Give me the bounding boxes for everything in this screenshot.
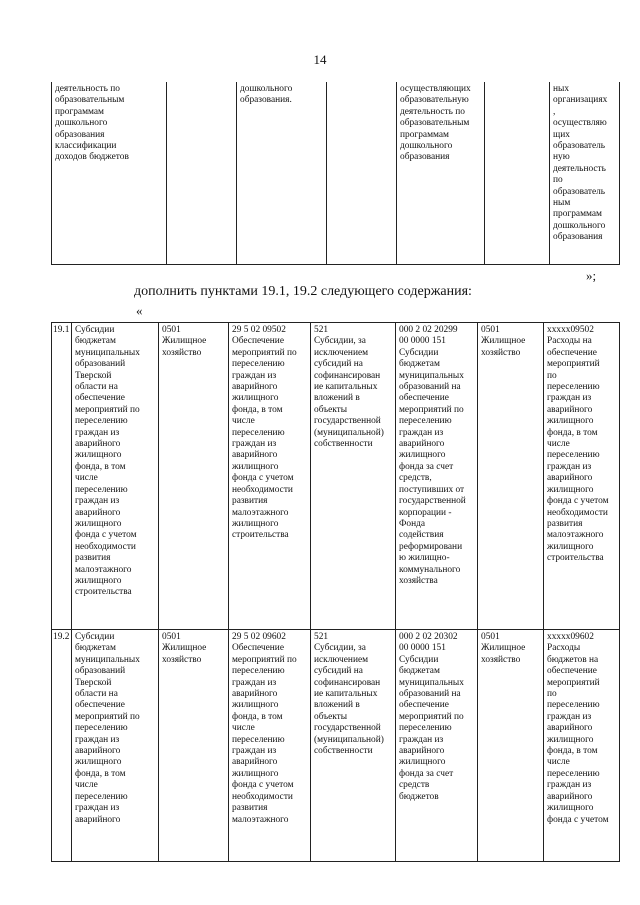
row-section-cell: 0501 Жилищное хозяйство	[159, 323, 229, 630]
top-cell-7: ных организациях , осуществляю щих образователь ную деятельность по образователь ным программам дошкольного образования	[550, 82, 620, 264]
top-cell-3: дошкольного образования.	[237, 82, 327, 264]
top-cell-6	[485, 82, 550, 264]
row-expense-code-cell: xxxxx09602 Расходы бюджетов на обеспечение мероприятий по переселению граждан из аварийного жилищного фонда, в том числе переселению граждан из аварийного жилищного фонда с учетом	[544, 630, 620, 862]
closing-quote: »;	[586, 268, 597, 283]
top-cell-5: осуществляющих образовательную деятельность по образовательным программам дошкольного образования	[397, 82, 485, 264]
top-cell-2	[167, 82, 237, 264]
row-name-cell: Субсидии бюджетам муниципальных образований Тверской области на обеспечение мероприятий по переселению граждан из аварийного жилищного фонда, в том числе переселению граждан из аварийного	[72, 630, 159, 862]
top-table	[51, 82, 620, 265]
row-number: 19.2	[52, 630, 72, 862]
intro-text: дополнить пунктами 19.1, 19.2 следующего содержания:	[134, 284, 472, 299]
main-table	[51, 322, 620, 862]
row-income-code-cell: 000 2 02 20299 00 0000 151 Субсидии бюджетам муниципальных образований на обеспечение мероприятий по переселению граждан из аварийного жилищного фонда за счет средств, поступивших от государственной корпорации - Фонда содействия реформировани ю жилищно- коммунального хозяйства	[396, 323, 478, 630]
row-section2-cell: 0501 Жилищное хозяйство	[478, 630, 544, 862]
row-expense-code-cell: xxxxx09502 Расходы на обеспечение мероприятий по переселению граждан из аварийного жилищного фонда, в том числе переселению граждан из аварийного жилищного фонда с учетом необходимости развития малоэтажного жилищного строительства	[544, 323, 620, 630]
row-target-code-cell: 29 5 02 09502 Обеспечение мероприятий по переселению граждан из аварийного жилищного фонда, в том числе переселению граждан из аварийного жилищного фонда с учетом необходимости развития малоэтажного жилищного строительства	[229, 323, 311, 630]
table-row	[52, 323, 620, 630]
row-name-cell: Субсидии бюджетам муниципальных образований Тверской области на обеспечение мероприятий по переселению граждан из аварийного жилищного фонда, в том числе переселению граждан из аварийного жилищного фонда с учетом необходимости развития малоэтажного жилищного строительства	[72, 323, 159, 630]
top-cell-1: деятельность по образовательным программам дошкольного образования классификации доходов бюджетов	[52, 82, 167, 264]
top-cell-4	[327, 82, 397, 264]
opening-quote: «	[136, 303, 143, 318]
row-section2-cell: 0501 Жилищное хозяйство	[478, 323, 544, 630]
page-number: 14	[313, 52, 327, 67]
row-target-code-cell: 29 5 02 09602 Обеспечение мероприятий по переселению граждан из аварийного жилищного фонда, в том числе переселению граждан из аварийного жилищного фонда с учетом необходимости развития малоэтажного	[229, 630, 311, 862]
row-number: 19.1	[52, 323, 72, 630]
row-income-code-cell: 000 2 02 20302 00 0000 151 Субсидии бюджетам муниципальных образований на обеспечение мероприятий по переселению граждан из аварийного жилищного фонда за счет средств бюджетов	[396, 630, 478, 862]
row-expense-type-cell: 521 Субсидии, за исключением субсидий на софинансирован ие капитальных вложений в объекты государственной (муниципальной) собственности	[311, 323, 396, 630]
row-expense-type-cell: 521 Субсидии, за исключением субсидий на софинансирован ие капитальных вложений в объекты государственной (муниципальной) собственности	[311, 630, 396, 862]
row-section-cell: 0501 Жилищное хозяйство	[159, 630, 229, 862]
table-row	[52, 630, 620, 862]
